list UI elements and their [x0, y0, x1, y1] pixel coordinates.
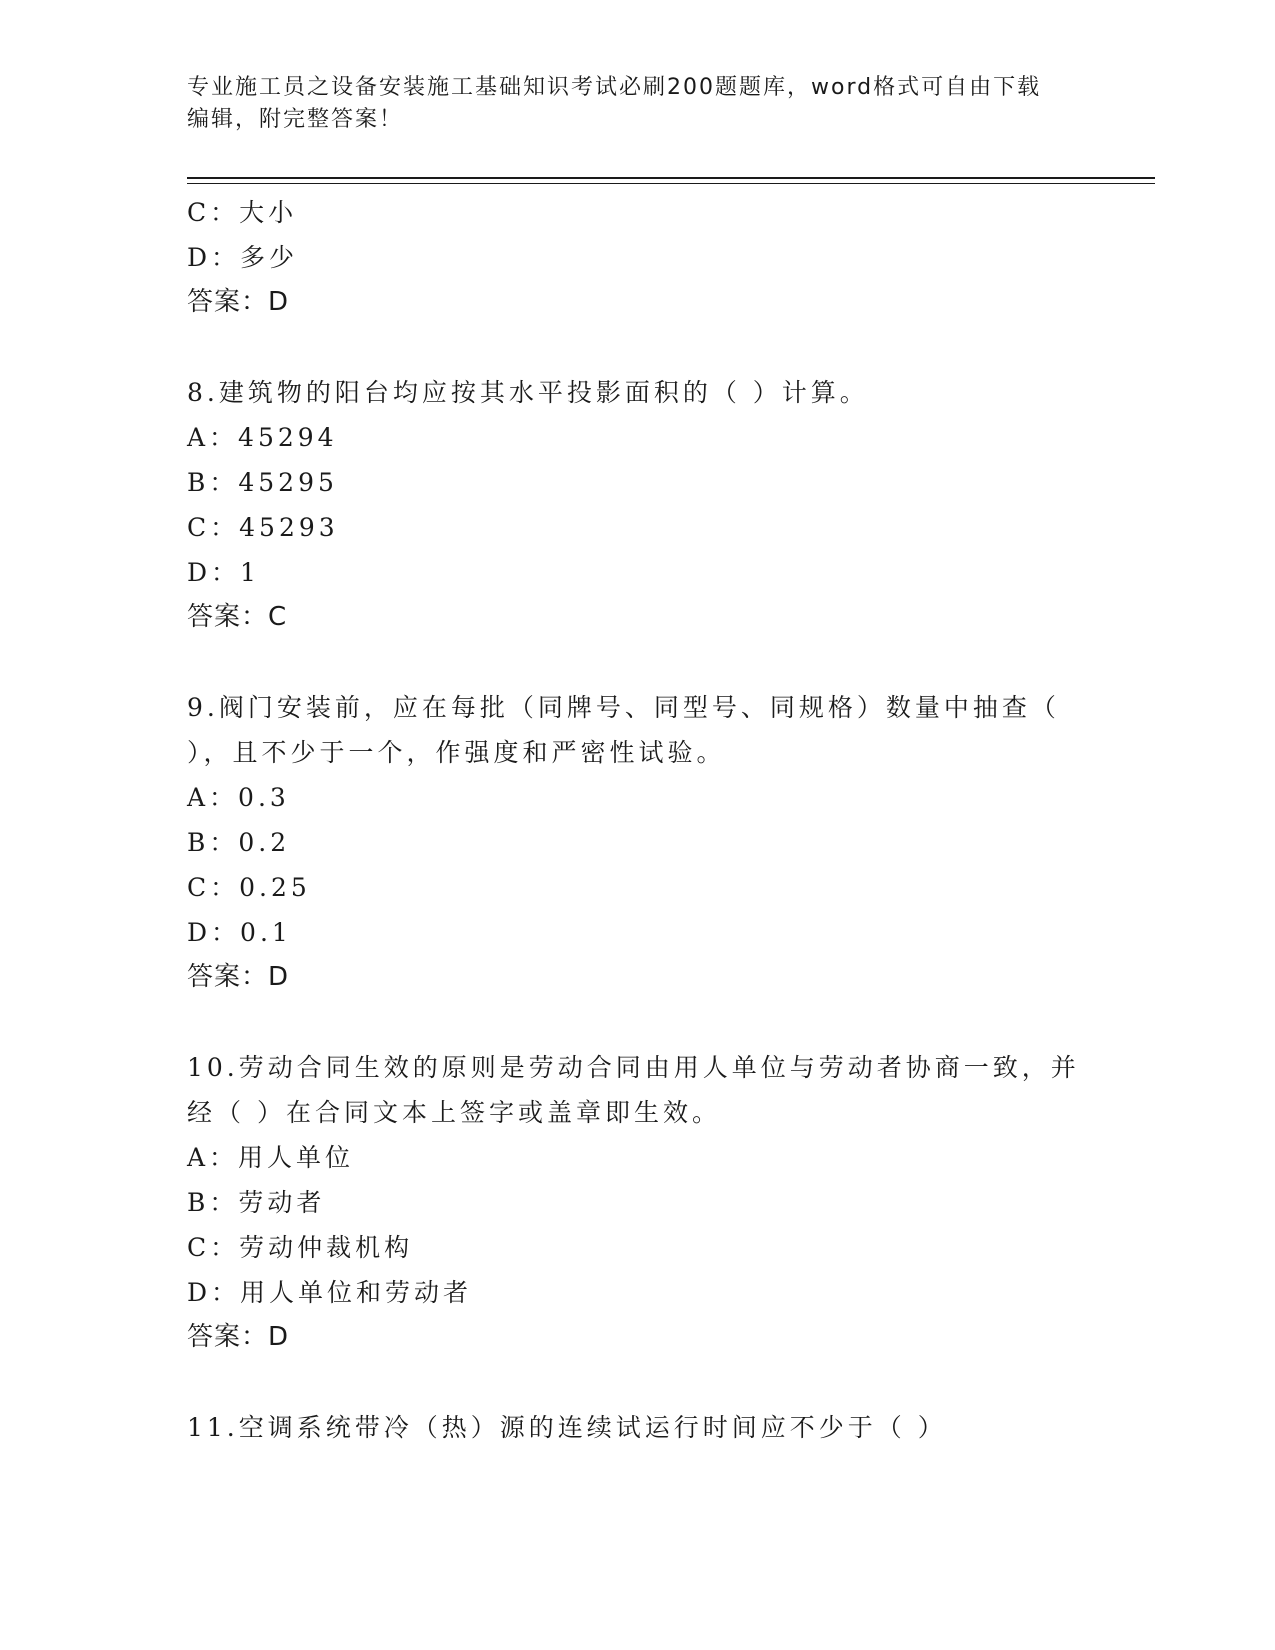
answer-line: 答案：C [187, 602, 288, 632]
spacer [187, 1000, 1087, 1045]
answer-line: 答案：D [187, 962, 290, 992]
header-rule-thin [187, 183, 1155, 184]
question-8 [187, 370, 1087, 640]
option-a: A：0.3 [187, 783, 290, 812]
option-d: D：1 [187, 558, 260, 587]
question-text: 10.劳动合同生效的原则是劳动合同由用人单位与劳动者协商一致，并 [187, 1053, 1080, 1082]
spacer [187, 325, 1087, 370]
option-c: C：大小 [187, 198, 298, 227]
question-text-cont: 经（ ）在合同文本上签字或盖章即生效。 [187, 1098, 721, 1127]
header-rule-thick [187, 177, 1155, 179]
option-d: D：用人单位和劳动者 [187, 1278, 473, 1307]
page-header [187, 72, 1067, 136]
answer-line: 答案：D [187, 287, 290, 317]
question-text: 9.阀门安装前，应在每批（同牌号、同型号、同规格）数量中抽查（ [187, 693, 1060, 722]
answer-line: 答案：D [187, 1322, 290, 1352]
option-c: C：劳动仲裁机构 [187, 1233, 414, 1262]
question-11 [187, 1405, 1087, 1450]
question-text-cont: ），且不少于一个，作强度和严密性试验。 [187, 738, 726, 767]
spacer [187, 1360, 1087, 1405]
option-d: D：0.1 [187, 918, 292, 947]
question-9 [187, 685, 1087, 1000]
question-text: 11.空调系统带冷（热）源的连续试运行时间应不少于（ ） [187, 1413, 947, 1442]
header-line-1: 专业施工员之设备安装施工基础知识考试必刷200题题库，word格式可自由下载 [187, 75, 1042, 100]
option-a: A：45294 [187, 423, 338, 452]
question-7-tail [187, 190, 1087, 325]
option-c: C：45293 [187, 513, 339, 542]
document-body [187, 190, 1087, 1450]
option-c: C：0.25 [187, 873, 311, 902]
spacer [187, 640, 1087, 685]
question-text: 8.建筑物的阳台均应按其水平投影面积的（ ）计算。 [187, 378, 869, 407]
question-10 [187, 1045, 1087, 1360]
header-line-2: 编辑，附完整答案！ [187, 107, 404, 132]
option-a: A：用人单位 [187, 1143, 355, 1172]
option-b: B：0.2 [187, 828, 291, 857]
option-b: B：劳动者 [187, 1188, 326, 1217]
option-d: D：多少 [187, 243, 299, 272]
option-b: B：45295 [187, 468, 338, 497]
